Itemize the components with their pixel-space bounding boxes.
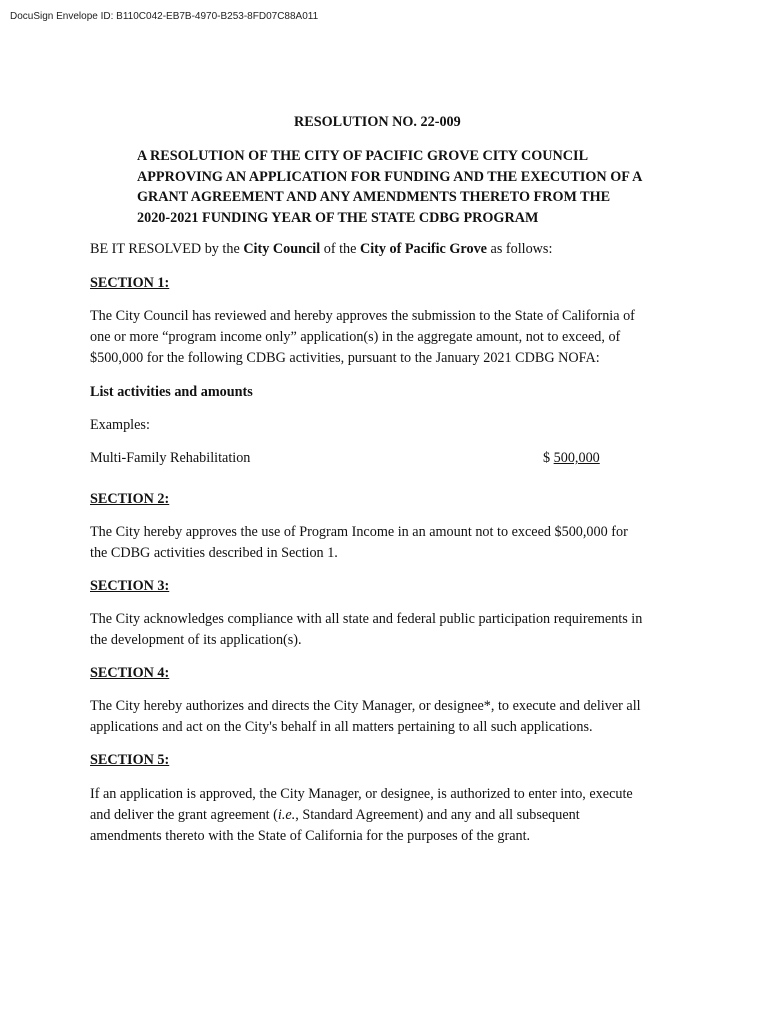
- section-5-body: [90, 784, 690, 847]
- list-activities-heading: List activities and amounts: [90, 384, 253, 400]
- resolved-clause: [90, 239, 690, 260]
- resolved-suffix: as follows:: [486, 241, 553, 257]
- section-2-body: [90, 522, 690, 564]
- section-2-heading: SECTION 2:: [90, 491, 170, 507]
- section-1-line: one or more “program income only” application(s) in the aggregate amount, not to exceed, of: [90, 329, 621, 345]
- title-line: 2020-2021 FUNDING YEAR OF THE STATE CDBG PROGRAM: [137, 209, 539, 226]
- title-line: APPROVING AN APPLICATION FOR FUNDING AND THE EXECUTION OF A: [137, 168, 643, 185]
- section-1-line: The City Council has reviewed and hereby approves the submission to the State of California of: [90, 308, 635, 324]
- docusign-envelope-id: DocuSign Envelope ID: B110C042-EB7B-4970-B253-8FD07C88A011: [10, 11, 319, 22]
- section-1-heading: [90, 273, 169, 294]
- section-4-body: [90, 696, 690, 738]
- section-1-colon: :: [164, 275, 170, 291]
- section-1-body: [90, 306, 690, 369]
- resolution-title: [137, 146, 697, 228]
- title-line: A RESOLUTION OF THE CITY OF PACIFIC GROVE CITY COUNCIL: [137, 148, 589, 164]
- amount-symbol: $: [543, 450, 554, 466]
- resolved-prefix: BE IT RESOLVED by the: [90, 241, 244, 257]
- section-1-line: $500,000 for the following CDBG activities, pursuant to the January 2021 CDBG NOFA:: [90, 350, 600, 366]
- section-2-line: the CDBG activities described in Section 1.: [90, 545, 338, 561]
- section-4-line: The City hereby authorizes and directs the City Manager, or designee*, to execute and deliver all: [90, 698, 641, 714]
- activity-amount: [543, 448, 600, 469]
- section-5-line2-suffix: , Standard Agreement) and any and all subsequent: [295, 807, 580, 823]
- section-5-heading: SECTION 5:: [90, 752, 170, 768]
- resolution-number: RESOLUTION NO. 22-009: [294, 114, 461, 130]
- activity-name: Multi-Family Rehabilitation: [90, 450, 251, 466]
- amount-value: 500,000: [553, 450, 600, 466]
- section-5-line2-prefix: and deliver the grant agreement (: [90, 807, 278, 823]
- section-5-line: If an application is approved, the City Manager, or designee, is authorized to enter into, execute: [90, 786, 633, 802]
- title-line: GRANT AGREEMENT AND ANY AMENDMENTS THERETO FROM THE: [137, 189, 611, 205]
- section-3-line: The City acknowledges compliance with all state and federal public participation requirements in: [90, 611, 643, 627]
- section-5-line2-italic: i.e.: [277, 807, 296, 823]
- section-5-line: [90, 805, 690, 826]
- section-4-heading: SECTION 4:: [90, 665, 170, 681]
- resolved-body-city: City of Pacific Grove: [359, 241, 487, 257]
- section-3-heading: SECTION 3:: [90, 578, 170, 594]
- resolved-body-city-council: City Council: [243, 241, 321, 257]
- section-3-body: [90, 609, 690, 651]
- section-2-line: The City hereby approves the use of Program Income in an amount not to exceed $500,000 for: [90, 524, 628, 540]
- section-3-line: the development of its application(s).: [90, 632, 302, 648]
- examples-label: Examples:: [90, 417, 150, 433]
- resolved-mid: of the: [320, 241, 360, 257]
- section-1-heading-text: SECTION 1: [90, 275, 165, 291]
- section-5-line: amendments thereto with the State of California for the purposes of the grant.: [90, 828, 531, 844]
- section-4-line: applications and act on the City's behalf in all matters pertaining to all such applications.: [90, 719, 593, 735]
